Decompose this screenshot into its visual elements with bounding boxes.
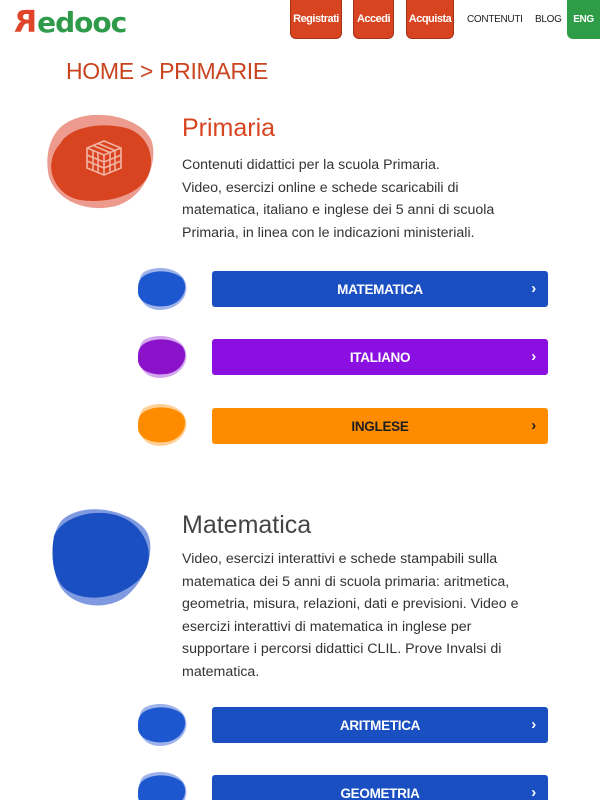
matematica-description <box>182 548 552 683</box>
primaria-desc-line: Contenuti didattici per la scuola Primaria. <box>182 157 440 173</box>
chevron-right-icon: › <box>531 348 536 365</box>
primaria-desc-line: matematica, italiano e inglese dei 5 anni di scuola <box>182 202 495 218</box>
primaria-title: Primaria <box>182 114 276 142</box>
subject-button-label: MATEMATICA <box>337 281 423 297</box>
register-button[interactable]: Registrati <box>290 0 342 39</box>
subject-button-label: ARITMETICA <box>339 717 421 733</box>
nav-blog-link[interactable]: BLOG <box>535 14 562 25</box>
subject-button-aritmetica[interactable] <box>212 707 548 743</box>
nav-contents-link[interactable]: CONTENUTI <box>467 14 523 25</box>
login-button[interactable]: Accedi <box>353 0 394 39</box>
matematica-desc-line: geometria, misura, relazioni, dati e previsioni. Video e <box>182 596 519 612</box>
inglese-blob-icon <box>136 402 188 448</box>
subject-button-geometria[interactable] <box>212 775 548 800</box>
matematica-desc-line: esercizi interattivi di matematica in inglese per <box>182 618 472 635</box>
subject-button-label: ITALIANO <box>349 349 411 365</box>
subject-button-label: INGLESE <box>351 418 409 434</box>
breadcrumb: HOME > PRIMARIE <box>66 58 268 84</box>
subject-button-label: GEOMETRIA <box>340 785 420 800</box>
primaria-blob-icon <box>40 112 160 212</box>
matematica-desc-line: Video, esercizi interattivi e schede stampabili sulla <box>182 551 498 567</box>
matematica-section-blob-icon <box>48 506 158 610</box>
matematica-blob-icon <box>136 266 188 312</box>
chevron-right-icon: › <box>531 716 536 733</box>
chevron-right-icon: › <box>531 280 536 297</box>
primaria-description <box>182 154 552 244</box>
buy-button[interactable]: Acquista <box>406 0 454 39</box>
language-eng-button[interactable]: ENG <box>567 0 600 39</box>
subject-button-inglese[interactable] <box>212 408 548 444</box>
geometria-blob-icon <box>136 770 188 800</box>
chevron-right-icon: › <box>531 784 536 800</box>
primaria-desc-line: Primaria, in linea con le indicazioni ministeriali. <box>182 224 475 241</box>
logo-text: edooc <box>37 6 127 39</box>
aritmetica-blob-icon <box>136 702 188 748</box>
redooc-logo[interactable] <box>14 5 127 40</box>
logo-r: R <box>14 5 38 40</box>
chevron-right-icon: › <box>531 417 536 434</box>
top-header <box>0 0 600 44</box>
matematica-desc-line: matematica. <box>182 663 260 680</box>
subject-button-matematica[interactable] <box>212 271 548 307</box>
subject-button-italiano[interactable] <box>212 339 548 375</box>
matematica-desc-line: supportare i percorsi didattici CLIL. Prove Invalsi di <box>182 641 502 657</box>
matematica-title: Matematica <box>182 511 312 539</box>
primaria-desc-line: Video, esercizi online e schede scaricabili di <box>182 179 459 196</box>
italiano-blob-icon <box>136 334 188 380</box>
matematica-desc-line: matematica dei 5 anni di scuola primaria: aritmetica, <box>182 573 510 590</box>
